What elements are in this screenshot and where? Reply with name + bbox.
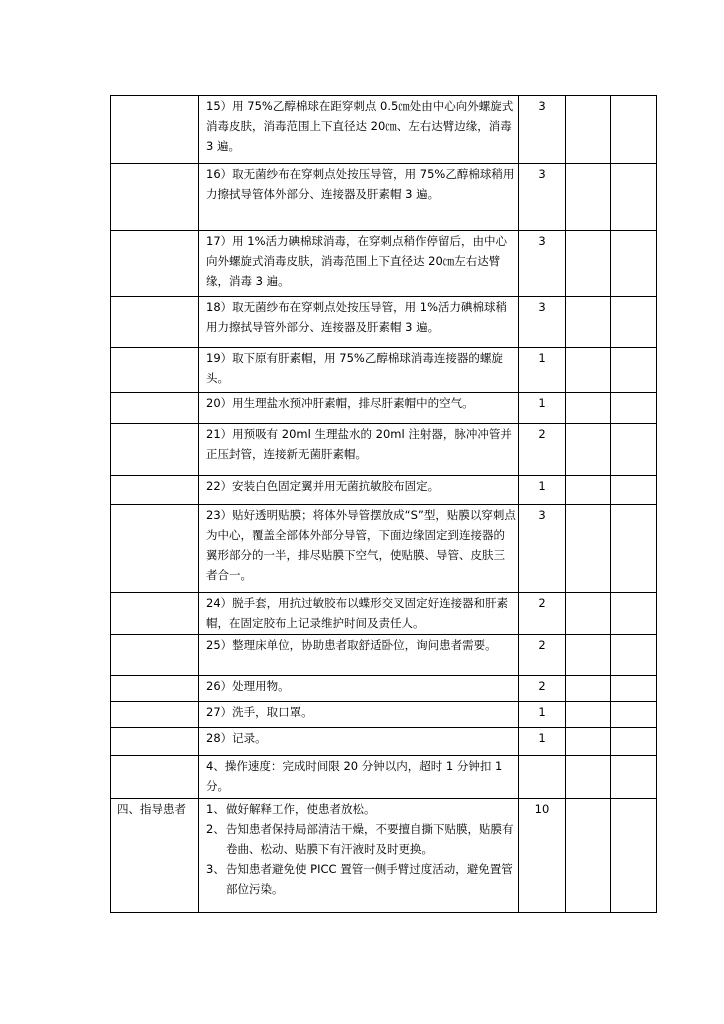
step-score: 2 bbox=[519, 593, 566, 635]
category-cell bbox=[111, 424, 199, 476]
item-number: 3、 bbox=[206, 862, 225, 876]
table-row bbox=[111, 297, 657, 348]
step-score: 3 bbox=[519, 231, 566, 297]
table-row bbox=[111, 164, 657, 231]
deduction-cell bbox=[566, 164, 611, 231]
step-score: 1 bbox=[519, 348, 566, 393]
guidance-list bbox=[199, 799, 519, 913]
deduction-cell bbox=[566, 676, 611, 702]
deduction-cell bbox=[566, 348, 611, 393]
actual-score-cell bbox=[611, 231, 657, 297]
category-cell bbox=[111, 476, 199, 505]
category-cell bbox=[111, 231, 199, 297]
table-row bbox=[111, 756, 657, 799]
step-score: 1 bbox=[519, 476, 566, 505]
step-score: 1 bbox=[519, 393, 566, 424]
deduction-cell bbox=[566, 756, 611, 799]
table-row bbox=[111, 96, 657, 164]
category-cell bbox=[111, 728, 199, 756]
category-cell bbox=[111, 393, 199, 424]
actual-score-cell bbox=[611, 676, 657, 702]
step-score: 3 bbox=[519, 96, 566, 164]
deduction-cell bbox=[566, 728, 611, 756]
category-cell bbox=[111, 593, 199, 635]
actual-score-cell bbox=[611, 348, 657, 393]
item-text: 告知患者保持局部清洁干燥，不要擅自撕下贴膜，贴膜有卷曲、松动、贴膜下有汗液时及时更换。 bbox=[226, 822, 514, 856]
table-row bbox=[111, 702, 657, 728]
deduction-cell bbox=[566, 231, 611, 297]
step-text: 17）用 1%活力碘棉球消毒，在穿刺点稍作停留后，由中心向外螺旋式消毒皮肤，消毒范围上下直径达 20㎝左右达臂缘，消毒 3 遍。 bbox=[199, 231, 519, 297]
item-text: 告知患者避免使 PICC 置管一侧手臂过度活动，避免置管部位污染。 bbox=[226, 862, 513, 896]
actual-score-cell bbox=[611, 164, 657, 231]
actual-score-cell bbox=[611, 424, 657, 476]
step-text: 18）取无菌纱布在穿刺点处按压导管，用 1%活力碘棉球稍用力擦拭导管外部分、连接器及肝素帽 3 遍。 bbox=[199, 297, 519, 348]
category-cell bbox=[111, 702, 199, 728]
actual-score-cell bbox=[611, 505, 657, 593]
step-score: 3 bbox=[519, 164, 566, 231]
table-row bbox=[111, 424, 657, 476]
step-score: 1 bbox=[519, 728, 566, 756]
table-row bbox=[111, 728, 657, 756]
step-text: 28）记录。 bbox=[199, 728, 519, 756]
actual-score-cell bbox=[611, 799, 657, 913]
deduction-cell bbox=[566, 593, 611, 635]
category-cell bbox=[111, 297, 199, 348]
actual-score-cell bbox=[611, 635, 657, 676]
actual-score-cell bbox=[611, 756, 657, 799]
actual-score-cell bbox=[611, 96, 657, 164]
step-text: 16）取无菌纱布在穿刺点处按压导管，用 75%乙醇棉球稍用力擦拭导管体外部分、连接器及肝素帽 3 遍。 bbox=[199, 164, 519, 231]
step-score: 2 bbox=[519, 676, 566, 702]
category-cell bbox=[111, 756, 199, 799]
category-label: 四、指导患者 bbox=[117, 802, 186, 816]
table-row bbox=[111, 231, 657, 297]
actual-score-cell bbox=[611, 728, 657, 756]
scoring-table bbox=[110, 95, 657, 913]
speed-requirement: 4、操作速度：完成时间限 20 分钟以内，超时 1 分钟扣 1 分。 bbox=[199, 756, 519, 799]
step-text: 15）用 75%乙醇棉球在距穿刺点 0.5㎝处由中心向外螺旋式消毒皮肤，消毒范围上下直径达 20㎝、左右达臂边缘，消毒 3 遍。 bbox=[199, 96, 519, 164]
step-text: 26）处理用物。 bbox=[199, 676, 519, 702]
step-text: 23）贴好透明贴膜；将体外导管摆放成“S”型，贴膜以穿刺点为中心，覆盖全部体外部分导管，下面边缘固定到连接器的翼形部分的一半，排尽贴膜下空气，使贴膜、导管、皮肤三者合一。 bbox=[199, 505, 519, 593]
category-cell bbox=[111, 635, 199, 676]
deduction-cell bbox=[566, 702, 611, 728]
deduction-cell bbox=[566, 96, 611, 164]
table-row bbox=[111, 393, 657, 424]
category-cell bbox=[111, 96, 199, 164]
deduction-cell bbox=[566, 424, 611, 476]
list-item bbox=[206, 799, 516, 819]
step-score: 3 bbox=[519, 505, 566, 593]
table-row bbox=[111, 593, 657, 635]
step-score: 2 bbox=[519, 635, 566, 676]
step-text: 19）取下原有肝素帽，用 75%乙醇棉球消毒连接器的螺旋头。 bbox=[199, 348, 519, 393]
step-score: 2 bbox=[519, 424, 566, 476]
deduction-cell bbox=[566, 393, 611, 424]
table-row bbox=[111, 476, 657, 505]
table-row bbox=[111, 348, 657, 393]
table-row-guidance bbox=[111, 799, 657, 913]
list-item bbox=[206, 859, 516, 899]
deduction-cell bbox=[566, 476, 611, 505]
actual-score-cell bbox=[611, 476, 657, 505]
deduction-cell bbox=[566, 297, 611, 348]
category-cell bbox=[111, 164, 199, 231]
item-number: 1、 bbox=[206, 802, 225, 816]
item-text: 做好解释工作，使患者放松。 bbox=[226, 802, 376, 816]
step-score bbox=[519, 756, 566, 799]
list-item bbox=[206, 819, 516, 859]
table-row bbox=[111, 676, 657, 702]
step-text: 20）用生理盐水预冲肝素帽，排尽肝素帽中的空气。 bbox=[199, 393, 519, 424]
actual-score-cell bbox=[611, 593, 657, 635]
step-text: 25）整理床单位，协助患者取舒适卧位，询问患者需要。 bbox=[199, 635, 519, 676]
actual-score-cell bbox=[611, 393, 657, 424]
step-score: 3 bbox=[519, 297, 566, 348]
category-cell bbox=[111, 505, 199, 593]
section-score: 10 bbox=[519, 799, 566, 913]
actual-score-cell bbox=[611, 297, 657, 348]
category-cell bbox=[111, 799, 199, 913]
actual-score-cell bbox=[611, 702, 657, 728]
item-number: 2、 bbox=[206, 822, 225, 836]
category-cell bbox=[111, 676, 199, 702]
category-cell bbox=[111, 348, 199, 393]
deduction-cell bbox=[566, 505, 611, 593]
step-score: 1 bbox=[519, 702, 566, 728]
step-text: 24）脱手套，用抗过敏胶布以蝶形交叉固定好连接器和肝素帽，在固定胶布上记录维护时间及责任人。 bbox=[199, 593, 519, 635]
table-row bbox=[111, 635, 657, 676]
deduction-cell bbox=[566, 799, 611, 913]
table-row bbox=[111, 505, 657, 593]
step-text: 27）洗手，取口罩。 bbox=[199, 702, 519, 728]
step-text: 21）用预吸有 20ml 生理盐水的 20ml 注射器，脉冲冲管并正压封管，连接新无菌肝素帽。 bbox=[199, 424, 519, 476]
deduction-cell bbox=[566, 635, 611, 676]
step-text: 22）安装白色固定翼并用无菌抗敏胶布固定。 bbox=[199, 476, 519, 505]
